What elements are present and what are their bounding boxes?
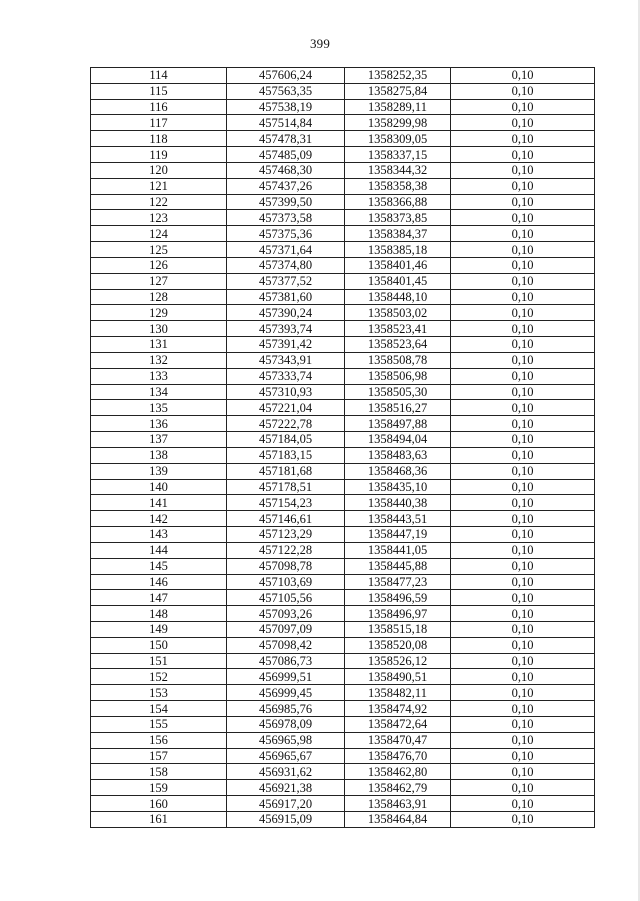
- table-row: [91, 273, 595, 289]
- y-coordinate-cell: 1358462,80: [345, 764, 451, 780]
- x-coordinate-cell: 457606,24: [227, 68, 345, 84]
- y-coordinate-cell: 1358494,04: [345, 432, 451, 448]
- y-coordinate-cell: 1358358,38: [345, 178, 451, 194]
- point-number-cell: 123: [91, 210, 227, 226]
- tolerance-cell: 0,10: [451, 685, 595, 701]
- x-coordinate-cell: 457103,69: [227, 574, 345, 590]
- table-row: [91, 99, 595, 115]
- tolerance-cell: 0,10: [451, 558, 595, 574]
- point-number-cell: 159: [91, 780, 227, 796]
- x-coordinate-cell: 456999,45: [227, 685, 345, 701]
- x-coordinate-cell: 457373,58: [227, 210, 345, 226]
- table-row: [91, 669, 595, 685]
- y-coordinate-cell: 1358462,79: [345, 780, 451, 796]
- table-row: [91, 162, 595, 178]
- x-coordinate-cell: 457485,09: [227, 147, 345, 163]
- table-row: [91, 305, 595, 321]
- x-coordinate-cell: 457178,51: [227, 479, 345, 495]
- table-row: [91, 447, 595, 463]
- x-coordinate-cell: 457514,84: [227, 115, 345, 131]
- table-row: [91, 194, 595, 210]
- tolerance-cell: 0,10: [451, 542, 595, 558]
- tolerance-cell: 0,10: [451, 273, 595, 289]
- tolerance-cell: 0,10: [451, 321, 595, 337]
- table-row: [91, 637, 595, 653]
- tolerance-cell: 0,10: [451, 368, 595, 384]
- x-coordinate-cell: 457399,50: [227, 194, 345, 210]
- y-coordinate-cell: 1358445,88: [345, 558, 451, 574]
- y-coordinate-cell: 1358496,97: [345, 606, 451, 622]
- tolerance-cell: 0,10: [451, 463, 595, 479]
- y-coordinate-cell: 1358384,37: [345, 226, 451, 242]
- tolerance-cell: 0,10: [451, 669, 595, 685]
- y-coordinate-cell: 1358275,84: [345, 83, 451, 99]
- y-coordinate-cell: 1358470,47: [345, 732, 451, 748]
- point-number-cell: 150: [91, 637, 227, 653]
- point-number-cell: 153: [91, 685, 227, 701]
- point-number-cell: 114: [91, 68, 227, 84]
- x-coordinate-cell: 457478,31: [227, 131, 345, 147]
- table-row: [91, 732, 595, 748]
- tolerance-cell: 0,10: [451, 257, 595, 273]
- x-coordinate-cell: 456921,38: [227, 780, 345, 796]
- x-coordinate-cell: 457310,93: [227, 384, 345, 400]
- table-row: [91, 416, 595, 432]
- table-row: [91, 685, 595, 701]
- y-coordinate-cell: 1358516,27: [345, 400, 451, 416]
- y-coordinate-cell: 1358441,05: [345, 542, 451, 558]
- table-row: [91, 210, 595, 226]
- x-coordinate-cell: 456978,09: [227, 716, 345, 732]
- point-number-cell: 117: [91, 115, 227, 131]
- point-number-cell: 154: [91, 701, 227, 717]
- point-number-cell: 127: [91, 273, 227, 289]
- x-coordinate-cell: 457221,04: [227, 400, 345, 416]
- y-coordinate-cell: 1358523,64: [345, 337, 451, 353]
- x-coordinate-cell: 457538,19: [227, 99, 345, 115]
- table-row: [91, 780, 595, 796]
- tolerance-cell: 0,10: [451, 178, 595, 194]
- y-coordinate-cell: 1358472,64: [345, 716, 451, 732]
- table-row: [91, 432, 595, 448]
- y-coordinate-cell: 1358463,91: [345, 796, 451, 812]
- point-number-cell: 128: [91, 289, 227, 305]
- point-number-cell: 161: [91, 811, 227, 827]
- point-number-cell: 129: [91, 305, 227, 321]
- y-coordinate-cell: 1358385,18: [345, 242, 451, 258]
- point-number-cell: 121: [91, 178, 227, 194]
- x-coordinate-cell: 456965,98: [227, 732, 345, 748]
- tolerance-cell: 0,10: [451, 653, 595, 669]
- table-row: [91, 479, 595, 495]
- table-row: [91, 542, 595, 558]
- y-coordinate-cell: 1358373,85: [345, 210, 451, 226]
- x-coordinate-cell: 457343,91: [227, 352, 345, 368]
- x-coordinate-cell: 456999,51: [227, 669, 345, 685]
- point-number-cell: 139: [91, 463, 227, 479]
- point-number-cell: 132: [91, 352, 227, 368]
- x-coordinate-cell: 457097,09: [227, 621, 345, 637]
- point-number-cell: 122: [91, 194, 227, 210]
- point-number-cell: 148: [91, 606, 227, 622]
- y-coordinate-cell: 1358520,08: [345, 637, 451, 653]
- table-row: [91, 701, 595, 717]
- table-row: [91, 716, 595, 732]
- table-row: [91, 178, 595, 194]
- y-coordinate-cell: 1358435,10: [345, 479, 451, 495]
- table-row: [91, 147, 595, 163]
- table-row: [91, 368, 595, 384]
- tolerance-cell: 0,10: [451, 732, 595, 748]
- x-coordinate-cell: 457184,05: [227, 432, 345, 448]
- y-coordinate-cell: 1358482,11: [345, 685, 451, 701]
- point-number-cell: 147: [91, 590, 227, 606]
- coordinates-table: [90, 67, 595, 828]
- point-number-cell: 124: [91, 226, 227, 242]
- x-coordinate-cell: 457098,78: [227, 558, 345, 574]
- point-number-cell: 116: [91, 99, 227, 115]
- y-coordinate-cell: 1358464,84: [345, 811, 451, 827]
- tolerance-cell: 0,10: [451, 99, 595, 115]
- y-coordinate-cell: 1358497,88: [345, 416, 451, 432]
- tolerance-cell: 0,10: [451, 511, 595, 527]
- point-number-cell: 152: [91, 669, 227, 685]
- y-coordinate-cell: 1358508,78: [345, 352, 451, 368]
- x-coordinate-cell: 457222,78: [227, 416, 345, 432]
- x-coordinate-cell: 457374,80: [227, 257, 345, 273]
- table-row: [91, 115, 595, 131]
- x-coordinate-cell: 457393,74: [227, 321, 345, 337]
- x-coordinate-cell: 457105,56: [227, 590, 345, 606]
- x-coordinate-cell: 457381,60: [227, 289, 345, 305]
- y-coordinate-cell: 1358474,92: [345, 701, 451, 717]
- tolerance-cell: 0,10: [451, 637, 595, 653]
- table-row: [91, 796, 595, 812]
- y-coordinate-cell: 1358506,98: [345, 368, 451, 384]
- x-coordinate-cell: 457122,28: [227, 542, 345, 558]
- tolerance-cell: 0,10: [451, 590, 595, 606]
- point-number-cell: 141: [91, 495, 227, 511]
- point-number-cell: 137: [91, 432, 227, 448]
- y-coordinate-cell: 1358490,51: [345, 669, 451, 685]
- table-row: [91, 748, 595, 764]
- y-coordinate-cell: 1358440,38: [345, 495, 451, 511]
- table-row: [91, 653, 595, 669]
- y-coordinate-cell: 1358337,15: [345, 147, 451, 163]
- tolerance-cell: 0,10: [451, 796, 595, 812]
- x-coordinate-cell: 457375,36: [227, 226, 345, 242]
- point-number-cell: 146: [91, 574, 227, 590]
- tolerance-cell: 0,10: [451, 780, 595, 796]
- table-row: [91, 590, 595, 606]
- point-number-cell: 126: [91, 257, 227, 273]
- x-coordinate-cell: 457468,30: [227, 162, 345, 178]
- point-number-cell: 118: [91, 131, 227, 147]
- point-number-cell: 134: [91, 384, 227, 400]
- point-number-cell: 143: [91, 527, 227, 543]
- tolerance-cell: 0,10: [451, 447, 595, 463]
- tolerance-cell: 0,10: [451, 764, 595, 780]
- point-number-cell: 140: [91, 479, 227, 495]
- point-number-cell: 133: [91, 368, 227, 384]
- point-number-cell: 135: [91, 400, 227, 416]
- point-number-cell: 125: [91, 242, 227, 258]
- point-number-cell: 144: [91, 542, 227, 558]
- y-coordinate-cell: 1358503,02: [345, 305, 451, 321]
- table-row: [91, 495, 595, 511]
- tolerance-cell: 0,10: [451, 811, 595, 827]
- y-coordinate-cell: 1358299,98: [345, 115, 451, 131]
- x-coordinate-cell: 457391,42: [227, 337, 345, 353]
- tolerance-cell: 0,10: [451, 226, 595, 242]
- x-coordinate-cell: 457086,73: [227, 653, 345, 669]
- table-row: [91, 321, 595, 337]
- tolerance-cell: 0,10: [451, 606, 595, 622]
- y-coordinate-cell: 1358443,51: [345, 511, 451, 527]
- y-coordinate-cell: 1358401,45: [345, 273, 451, 289]
- y-coordinate-cell: 1358468,36: [345, 463, 451, 479]
- point-number-cell: 119: [91, 147, 227, 163]
- table-row: [91, 352, 595, 368]
- tolerance-cell: 0,10: [451, 115, 595, 131]
- table-row: [91, 574, 595, 590]
- tolerance-cell: 0,10: [451, 147, 595, 163]
- tolerance-cell: 0,10: [451, 162, 595, 178]
- tolerance-cell: 0,10: [451, 352, 595, 368]
- point-number-cell: 138: [91, 447, 227, 463]
- tolerance-cell: 0,10: [451, 242, 595, 258]
- table-row: [91, 289, 595, 305]
- tolerance-cell: 0,10: [451, 716, 595, 732]
- table-row: [91, 511, 595, 527]
- tolerance-cell: 0,10: [451, 527, 595, 543]
- point-number-cell: 145: [91, 558, 227, 574]
- x-coordinate-cell: 456915,09: [227, 811, 345, 827]
- tolerance-cell: 0,10: [451, 495, 595, 511]
- tolerance-cell: 0,10: [451, 337, 595, 353]
- point-number-cell: 157: [91, 748, 227, 764]
- table-row: [91, 131, 595, 147]
- table-row: [91, 226, 595, 242]
- x-coordinate-cell: 457563,35: [227, 83, 345, 99]
- table-row: [91, 606, 595, 622]
- x-coordinate-cell: 457333,74: [227, 368, 345, 384]
- x-coordinate-cell: 457377,52: [227, 273, 345, 289]
- table-row: [91, 83, 595, 99]
- x-coordinate-cell: 457181,68: [227, 463, 345, 479]
- x-coordinate-cell: 457146,61: [227, 511, 345, 527]
- point-number-cell: 149: [91, 621, 227, 637]
- y-coordinate-cell: 1358252,35: [345, 68, 451, 84]
- tolerance-cell: 0,10: [451, 479, 595, 495]
- point-number-cell: 155: [91, 716, 227, 732]
- x-coordinate-cell: 457183,15: [227, 447, 345, 463]
- tolerance-cell: 0,10: [451, 131, 595, 147]
- y-coordinate-cell: 1358344,32: [345, 162, 451, 178]
- table-row: [91, 257, 595, 273]
- x-coordinate-cell: 457154,23: [227, 495, 345, 511]
- y-coordinate-cell: 1358401,46: [345, 257, 451, 273]
- y-coordinate-cell: 1358447,19: [345, 527, 451, 543]
- tolerance-cell: 0,10: [451, 83, 595, 99]
- tolerance-cell: 0,10: [451, 289, 595, 305]
- page-number: 399: [309, 36, 331, 51]
- x-coordinate-cell: 456931,62: [227, 764, 345, 780]
- tolerance-cell: 0,10: [451, 432, 595, 448]
- tolerance-cell: 0,10: [451, 305, 595, 321]
- table-row: [91, 558, 595, 574]
- y-coordinate-cell: 1358476,70: [345, 748, 451, 764]
- y-coordinate-cell: 1358477,23: [345, 574, 451, 590]
- x-coordinate-cell: 457371,64: [227, 242, 345, 258]
- point-number-cell: 131: [91, 337, 227, 353]
- x-coordinate-cell: 457390,24: [227, 305, 345, 321]
- x-coordinate-cell: 457437,26: [227, 178, 345, 194]
- point-number-cell: 130: [91, 321, 227, 337]
- point-number-cell: 151: [91, 653, 227, 669]
- x-coordinate-cell: 456985,76: [227, 701, 345, 717]
- point-number-cell: 115: [91, 83, 227, 99]
- tolerance-cell: 0,10: [451, 574, 595, 590]
- table-row: [91, 463, 595, 479]
- y-coordinate-cell: 1358505,30: [345, 384, 451, 400]
- point-number-cell: 160: [91, 796, 227, 812]
- tolerance-cell: 0,10: [451, 68, 595, 84]
- table-row: [91, 621, 595, 637]
- table-row: [91, 68, 595, 84]
- tolerance-cell: 0,10: [451, 400, 595, 416]
- y-coordinate-cell: 1358366,88: [345, 194, 451, 210]
- tolerance-cell: 0,10: [451, 748, 595, 764]
- point-number-cell: 142: [91, 511, 227, 527]
- table-row: [91, 384, 595, 400]
- table-row: [91, 400, 595, 416]
- x-coordinate-cell: 457093,26: [227, 606, 345, 622]
- y-coordinate-cell: 1358496,59: [345, 590, 451, 606]
- table-row: [91, 527, 595, 543]
- y-coordinate-cell: 1358289,11: [345, 99, 451, 115]
- y-coordinate-cell: 1358448,10: [345, 289, 451, 305]
- coordinates-table-body: [91, 68, 595, 828]
- tolerance-cell: 0,10: [451, 621, 595, 637]
- x-coordinate-cell: 457098,42: [227, 637, 345, 653]
- point-number-cell: 158: [91, 764, 227, 780]
- x-coordinate-cell: 456917,20: [227, 796, 345, 812]
- y-coordinate-cell: 1358523,41: [345, 321, 451, 337]
- x-coordinate-cell: 457123,29: [227, 527, 345, 543]
- point-number-cell: 156: [91, 732, 227, 748]
- y-coordinate-cell: 1358309,05: [345, 131, 451, 147]
- point-number-cell: 136: [91, 416, 227, 432]
- tolerance-cell: 0,10: [451, 384, 595, 400]
- x-coordinate-cell: 456965,67: [227, 748, 345, 764]
- tolerance-cell: 0,10: [451, 210, 595, 226]
- table-row: [91, 811, 595, 827]
- y-coordinate-cell: 1358515,18: [345, 621, 451, 637]
- table-row: [91, 337, 595, 353]
- table-row: [91, 242, 595, 258]
- y-coordinate-cell: 1358483,63: [345, 447, 451, 463]
- tolerance-cell: 0,10: [451, 701, 595, 717]
- point-number-cell: 120: [91, 162, 227, 178]
- tolerance-cell: 0,10: [451, 416, 595, 432]
- table-row: [91, 764, 595, 780]
- y-coordinate-cell: 1358526,12: [345, 653, 451, 669]
- tolerance-cell: 0,10: [451, 194, 595, 210]
